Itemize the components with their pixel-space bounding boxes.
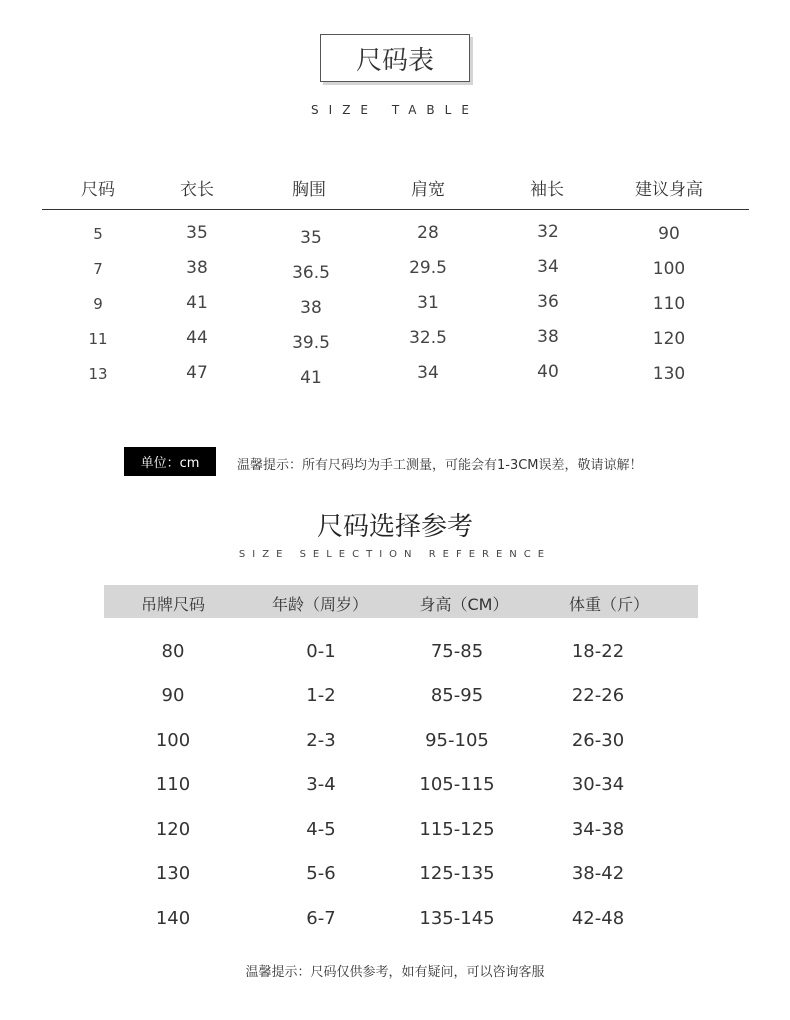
length-col-header: 衣长 [180, 180, 214, 200]
table-cell: 100 [652, 259, 686, 279]
table-cell: 26-30 [571, 730, 625, 751]
table-cell: 13 [88, 365, 108, 383]
table-cell: 42-48 [571, 908, 625, 929]
table-cell: 41 [300, 368, 322, 388]
reference-subtitle: SIZE SELECTION REFERENCE [238, 549, 552, 560]
table-cell: 105-115 [419, 774, 495, 795]
table-cell: 31 [417, 293, 439, 313]
size-col-header: 尺码 [81, 180, 115, 200]
table-cell: 140 [155, 908, 191, 929]
table-cell: 32 [537, 222, 559, 242]
table-cell: 40 [537, 362, 559, 382]
table-cell: 110 [155, 774, 191, 795]
table-cell: 7 [93, 260, 103, 278]
footer-note: 温馨提示：尺码仅供参考，如有疑问，可以咨询客服 [245, 965, 545, 980]
table-cell: 22-26 [571, 685, 625, 706]
table-cell: 125-135 [419, 863, 495, 884]
table-cell: 34-38 [571, 819, 625, 840]
table-cell: 4-5 [306, 819, 336, 840]
table-cell: 32.5 [409, 328, 447, 348]
table-cell: 38-42 [571, 863, 625, 884]
table-cell: 85-95 [430, 685, 484, 706]
table-cell: 9 [93, 295, 103, 313]
table-cell: 47 [186, 363, 208, 383]
table-cell: 130 [652, 364, 686, 384]
table-cell: 100 [155, 730, 191, 751]
table-cell: 3-4 [306, 774, 336, 795]
table-cell: 130 [155, 863, 191, 884]
table-cell: 110 [652, 294, 686, 314]
tag-size-col-header: 吊牌尺码 [140, 595, 205, 614]
table-cell: 41 [186, 293, 208, 313]
table-cell: 38 [186, 258, 208, 278]
table-cell: 30-34 [571, 774, 625, 795]
sleeve-col-header: 袖长 [530, 180, 564, 200]
shoulder-col-header: 肩宽 [411, 180, 445, 200]
page-subtitle: SIZE TABLE [311, 103, 479, 117]
page-title: 尺码表 [320, 34, 470, 82]
table-cell: 39.5 [292, 333, 330, 353]
table-cell: 11 [88, 330, 108, 348]
table-cell: 0-1 [306, 641, 336, 662]
table-cell: 120 [652, 329, 686, 349]
table-cell: 38 [300, 298, 322, 318]
table-cell: 115-125 [419, 819, 495, 840]
table-cell: 5-6 [306, 863, 336, 884]
table-cell: 80 [161, 641, 185, 662]
table-cell: 6-7 [306, 908, 336, 929]
table-cell: 75-85 [430, 641, 484, 662]
table-cell: 38 [537, 327, 559, 347]
unit-badge: 单位：cm [124, 447, 216, 476]
reference-title: 尺码选择参考 [316, 512, 473, 542]
table-cell: 120 [155, 819, 191, 840]
table-cell: 18-22 [571, 641, 625, 662]
table-cell: 34 [537, 257, 559, 277]
table-cell: 44 [186, 328, 208, 348]
height-cm-col-header: 身高（CM） [419, 595, 509, 614]
weight-col-header: 体重（斤） [568, 595, 649, 614]
table-divider [42, 209, 749, 210]
table-cell: 36 [537, 292, 559, 312]
table-cell: 35 [300, 228, 322, 248]
measurement-note: 温馨提示：所有尺码均为手工测量，可能会有1-3CM误差，敬请谅解！ [237, 458, 643, 473]
table-cell: 35 [186, 223, 208, 243]
table-cell: 90 [161, 685, 185, 706]
table-cell: 5 [93, 225, 103, 243]
chest-col-header: 胸围 [292, 180, 326, 200]
height-col-header: 建议身高 [635, 180, 703, 200]
table-cell: 28 [417, 223, 439, 243]
table-cell: 135-145 [419, 908, 495, 929]
table-cell: 95-105 [425, 730, 489, 751]
table-cell: 29.5 [409, 258, 447, 278]
table-cell: 90 [658, 224, 680, 244]
table-cell: 34 [417, 363, 439, 383]
age-col-header: 年龄（周岁） [271, 595, 368, 614]
table-cell: 1-2 [306, 685, 336, 706]
table-cell: 2-3 [306, 730, 336, 751]
table-cell: 36.5 [292, 263, 330, 283]
